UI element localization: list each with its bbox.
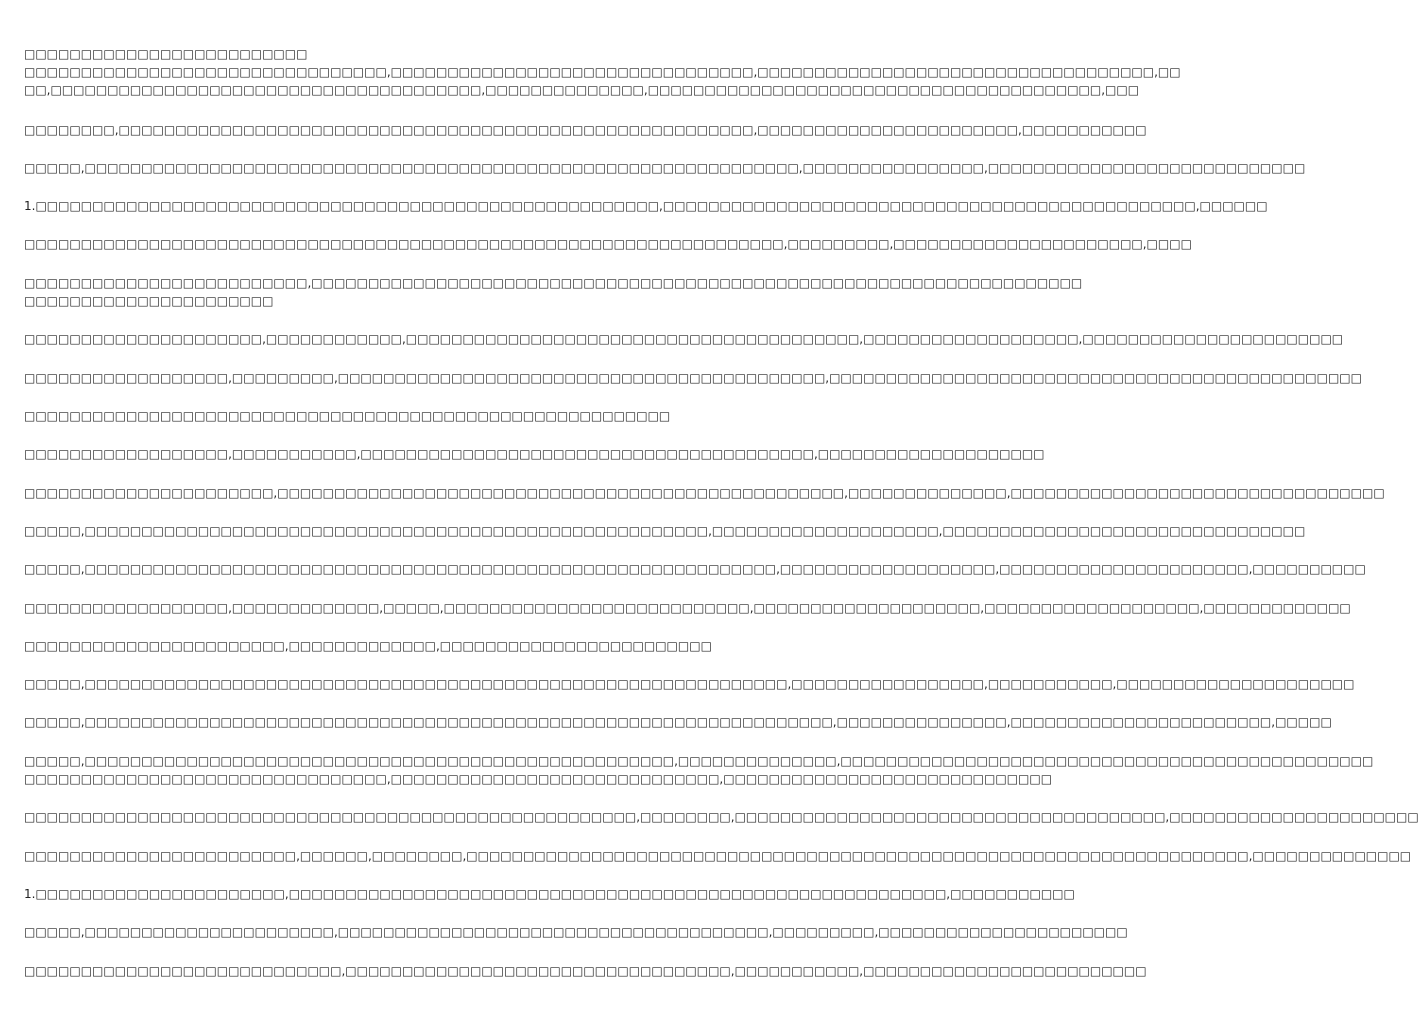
text-line: □□□□□□□□□□□□□□□□□□□□□□□□□□□□□□□□□□□□□□□□□□□□□□□□□□□□□□□□□□□□□□□□□□□,□□□□□□□□□,□□□□□□□□□□□□□□□□□□□□□□,□□□□ bbox=[24, 237, 1192, 251]
text-line: □□□□□,□□□□□□□□□□□□□□□□□□□□□□□□□□□□□□□□□□□□□□□□□□□□□□□□□□□□□□□□□□□□□□,□□□□□□□□□□□□□□□□□,□□□□□□□□□□□,□□□□□□□□□□□□□□□□□□□□□ bbox=[24, 677, 1355, 691]
text-line: □□□□□□□□□□□□□□□□□□,□□□□□□□□□□□,□□□□□□□□□□□□□□□□□□□□□□□□□□□□□□□□□□□□□□□□,□□□□□□□□□□□□□□□□□□□□ bbox=[24, 447, 1045, 461]
text-line: □□□□□□□□□□□□□□□□□□□□□□□□□□□□□□□□,□□□□□□□□□□□□□□□□□□□□□□□□□□□□□□□□,□□□□□□□□□□□□□□□□□□□□□□□□□□□□□□□□□□□,□□ bbox=[24, 65, 1181, 79]
text-line: □□□□□□□□□□□□□□□□□□□□□□□□□□□□□□□□□□□□□□□□□□□□□□□□□□□□□□□□□ bbox=[24, 409, 671, 423]
document-page bbox=[24, 38, 1419, 1018]
text-line: □□□□□□□□□□□□□□□□□□□□□□□□□,□□□□□□□□□□□□□□□□□□□□□□□□□□□□□□□□□□□□□□□□□□□□□□□□□□□□□□□□□□□□□□□□□□□□ bbox=[24, 276, 1083, 290]
text-line: □□□□□,□□□□□□□□□□□□□□□□□□□□□□□□□□□□□□□□□□□□□□□□□□□□□□□□□□□□□□□□□□□□□□□,□□□□□□□□□□□□□□□□,□□□□□□□□□□□□□□□□□□□□□□□□□□□□ bbox=[24, 161, 1306, 175]
paragraph bbox=[24, 847, 1411, 865]
paragraph bbox=[24, 445, 1045, 463]
paragraph bbox=[24, 330, 1343, 348]
paragraph bbox=[24, 599, 1351, 617]
text-line: □□□□□,□□□□□□□□□□□□□□□□□□□□□□□□□□□□□□□□□□□□□□□□□□□□□□□□□□□□□□□,□□□□□□□□□□□□□□□□□□□□,□□□□□□□□□□□□□□□□□□□□□□□□□□□□□□□□ bbox=[24, 524, 1306, 538]
text-line: 1.□□□□□□□□□□□□□□□□□□□□□□,□□□□□□□□□□□□□□□□□□□□□□□□□□□□□□□□□□□□□□□□□□□□□□□□□□□□□□□□□□,□□□□□□□□□□□ bbox=[24, 887, 1075, 901]
paragraph bbox=[24, 885, 1075, 903]
text-line: □□,□□□□□□□□□□□□□□□□□□□□□□□□□□□□□□□□□□□□□□,□□□□□□□□□□□□□□,□□□□□□□□□□□□□□□□□□□□□□□□□□□□□□□□□□□□□□□□,□□□ bbox=[24, 83, 1140, 97]
text-line: □□□□□,□□□□□□□□□□□□□□□□□□□□□□□□□□□□□□□□□□□□□□□□□□□□□□□□□□□□□□□□□□□□□□□□□□,□□□□□□□□□□□□□□□,□□□□□□□□□□□□□□□□□□□□□□□,□□□□□ bbox=[24, 715, 1332, 729]
text-line: □□□□□□□□□□□□□□□□□□□□□□□□□ bbox=[24, 47, 308, 61]
paragraph bbox=[24, 675, 1354, 693]
paragraph bbox=[24, 522, 1305, 540]
paragraph bbox=[24, 369, 1362, 387]
text-line: □□□□□,□□□□□□□□□□□□□□□□□□□□□□,□□□□□□□□□□□□□□□□□□□□□□□□□□□□□□□□□□□□□□,□□□□□□□□□,□□□□□□□□□□□□□□□□□□□□□□ bbox=[24, 925, 1128, 939]
paragraph bbox=[24, 274, 1082, 310]
text-line: □□□□□□□□□□□□□□□□□□□□□□□,□□□□□□□□□□□□□,□□□□□□□□□□□□□□□□□□□□□□□□ bbox=[24, 639, 712, 653]
paragraph bbox=[24, 808, 1419, 826]
text-line: □□□□□□□□□□□□□□□□□□,□□□□□□□□□,□□□□□□□□□□□□□□□□□□□□□□□□□□□□□□□□□□□□□□□□□□□,□□□□□□□□□□□□□□□□□□□□□□□□□□□□□□□□□□□□□□□□□□□□□□□ bbox=[24, 371, 1362, 385]
text-line: □□□□□□□□,□□□□□□□□□□□□□□□□□□□□□□□□□□□□□□□□□□□□□□□□□□□□□□□□□□□□□□□□,□□□□□□□□□□□□□□□□□□□□□□□,□□□□□□□□□□□ bbox=[24, 123, 1147, 137]
paragraph bbox=[24, 121, 1147, 139]
paragraph bbox=[24, 197, 1268, 215]
paragraph bbox=[24, 159, 1305, 177]
paragraph bbox=[24, 752, 1373, 788]
text-line: □□□□□□□□□□□□□□□□□□,□□□□□□□□□□□□□,□□□□□,□□□□□□□□□□□□□□□□□□□□□□□□□□□,□□□□□□□□□□□□□□□□□□□□,□□□□□□□□□□□□□□□□□□□,□□□□□□□□□□□□□ bbox=[24, 601, 1351, 615]
text-line: □□□□□□□□□□□□□□□□□□□□□,□□□□□□□□□□□□,□□□□□□□□□□□□□□□□□□□□□□□□□□□□□□□□□□□□□□□□,□□□□□□□□□□□□□□□□□□□,□□□□□□□□□□□□□□□□□□□□□□□ bbox=[24, 332, 1344, 346]
text-line: 1.□□□□□□□□□□□□□□□□□□□□□□□□□□□□□□□□□□□□□□□□□□□□□□□□□□□□□□□,□□□□□□□□□□□□□□□□□□□□□□□□□□□□□□□□□□□□□□□□□□□□□□□,□□□□□□ bbox=[24, 199, 1268, 213]
paragraph bbox=[24, 45, 1181, 99]
paragraph bbox=[24, 637, 712, 655]
text-line: □□□□□□□□□□□□□□□□□□□□□□□□□□□□,□□□□□□□□□□□□□□□□□□□□□□□□□□□□□□□□□□,□□□□□□□□□□□,□□□□□□□□□□□□□□□□□□□□□□□□□ bbox=[24, 964, 1147, 978]
text-line: □□□□□□□□□□□□□□□□□□□□□□□□,□□□□□□,□□□□□□□□,□□□□□□□□□□□□□□□□□□□□□□□□□□□□□□□□□□□□□□□□□□□□□□□□□□□□□□□□□□□□□□□□□□□□□,□□□□□□□□□□□□□□ bbox=[24, 849, 1412, 863]
paragraph bbox=[24, 962, 1147, 980]
text-line: □□□□□□□□□□□□□□□□□□□□□□,□□□□□□□□□□□□□□□□□□□□□□□□□□□□□□□□□□□□□□□□□□□□□□□□□□,□□□□□□□□□□□□□□,□□□□□□□□□□□□□□□□□□□□□□□□□□□□□□□□□ bbox=[24, 486, 1385, 500]
paragraph bbox=[24, 407, 670, 425]
text-line: □□□□□,□□□□□□□□□□□□□□□□□□□□□□□□□□□□□□□□□□□□□□□□□□□□□□□□□□□□,□□□□□□□□□□□□□□,□□□□□□□□□□□□□□□□□□□□□□□□□□□□□□□□□□□□□□□□□□□□□□□ bbox=[24, 754, 1374, 768]
paragraph bbox=[24, 560, 1366, 578]
text-line: □□□□□□□□□□□□□□□□□□□□□□□□□□□□□□□□□□□□□□□□□□□□□□□□□□□□□□,□□□□□□□□,□□□□□□□□□□□□□□□□□□□□□□□□□□□□□□□□□□□□□□,□□□□□□□□□□□□□□□□□□□□□□ bbox=[24, 810, 1419, 824]
paragraph bbox=[24, 923, 1128, 941]
text-line: □□□□□□□□□□□□□□□□□□□□□□□□□□□□□□□□,□□□□□□□□□□□□□□□□□□□□□□□□□□□□□,□□□□□□□□□□□□□□□□□□□□□□□□□□□□□ bbox=[24, 772, 1053, 786]
paragraph bbox=[24, 484, 1385, 502]
paragraph bbox=[24, 235, 1192, 253]
paragraph bbox=[24, 713, 1332, 731]
text-line: □□□□□□□□□□□□□□□□□□□□□□ bbox=[24, 294, 274, 308]
text-line: □□□□□,□□□□□□□□□□□□□□□□□□□□□□□□□□□□□□□□□□□□□□□□□□□□□□□□□□□□□□□□□□□□□,□□□□□□□□□□□□□□□□□□□,□□□□□□□□□□□□□□□□□□□□□□,□□□□□□□□□□ bbox=[24, 562, 1366, 576]
